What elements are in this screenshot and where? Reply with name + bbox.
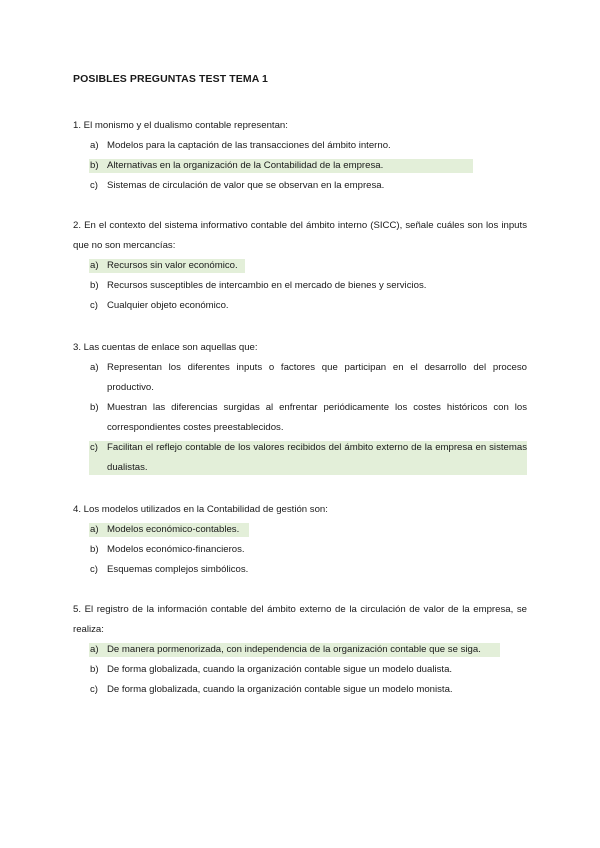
question-stem: 4. Los modelos utilizados en la Contabilidad de gestión son: [73,504,328,515]
question-3 [73,338,527,478]
option-b: b) Modelos económico-financieros. [90,544,245,555]
option-b: b) De forma globalizada, cuando la organización contable sigue un modelo dualista. [90,664,453,675]
question-4 [73,500,527,580]
question-1 [73,116,527,196]
option-c-highlighted: c) Facilitan el reflejo contable de los valores recibidos del ámbito externo de la empresa en sistemas dualistas. [90,442,527,473]
option-c: c) De forma globalizada, cuando la organización contable sigue un modelo monista. [90,684,453,695]
option-c: c) Esquemas complejos simbólicos. [90,564,249,575]
option-b: b) Muestran las diferencias surgidas al enfrentar periódicamente los costes históricos con los correspondientes costes preestablecidos. [90,402,527,433]
option-a-highlighted: a) Modelos económico-contables. [73,520,527,540]
question-stem: 1. El monismo y el dualismo contable representan: [73,120,288,131]
option-a-highlighted: a) Recursos sin valor económico. [73,256,527,276]
option-b: b) Recursos susceptibles de intercambio en el mercado de bienes y servicios. [90,280,427,291]
option-c: c) Cualquier objeto económico. [90,300,229,311]
option-a: a) Modelos para la captación de las transacciones del ámbito interno. [90,140,391,151]
option-a-highlighted: a) De manera pormenorizada, con independencia de la organización contable que se siga. [73,640,527,660]
page-title: POSIBLES PREGUNTAS TEST TEMA 1 [73,73,268,85]
option-c: c) Sistemas de circulación de valor que se observan en la empresa. [90,180,385,191]
question-stem: 2. En el contexto del sistema informativo contable del ámbito interno (SICC), señale cuáles son los inputs que no son mercancías: [73,220,527,251]
question-stem: 5. El registro de la información contable del ámbito externo de la circulación de valor de la empresa, se realiza: [73,604,527,635]
option-b-highlighted: b) Alternativas en la organización de la Contabilidad de la empresa. [73,156,527,176]
question-5 [73,600,527,700]
option-a: a) Representan los diferentes inputs o factores que participan en el desarrollo del proceso productivo. [90,362,527,393]
question-stem: 3. Las cuentas de enlace son aquellas que: [73,342,258,353]
question-2 [73,216,527,316]
